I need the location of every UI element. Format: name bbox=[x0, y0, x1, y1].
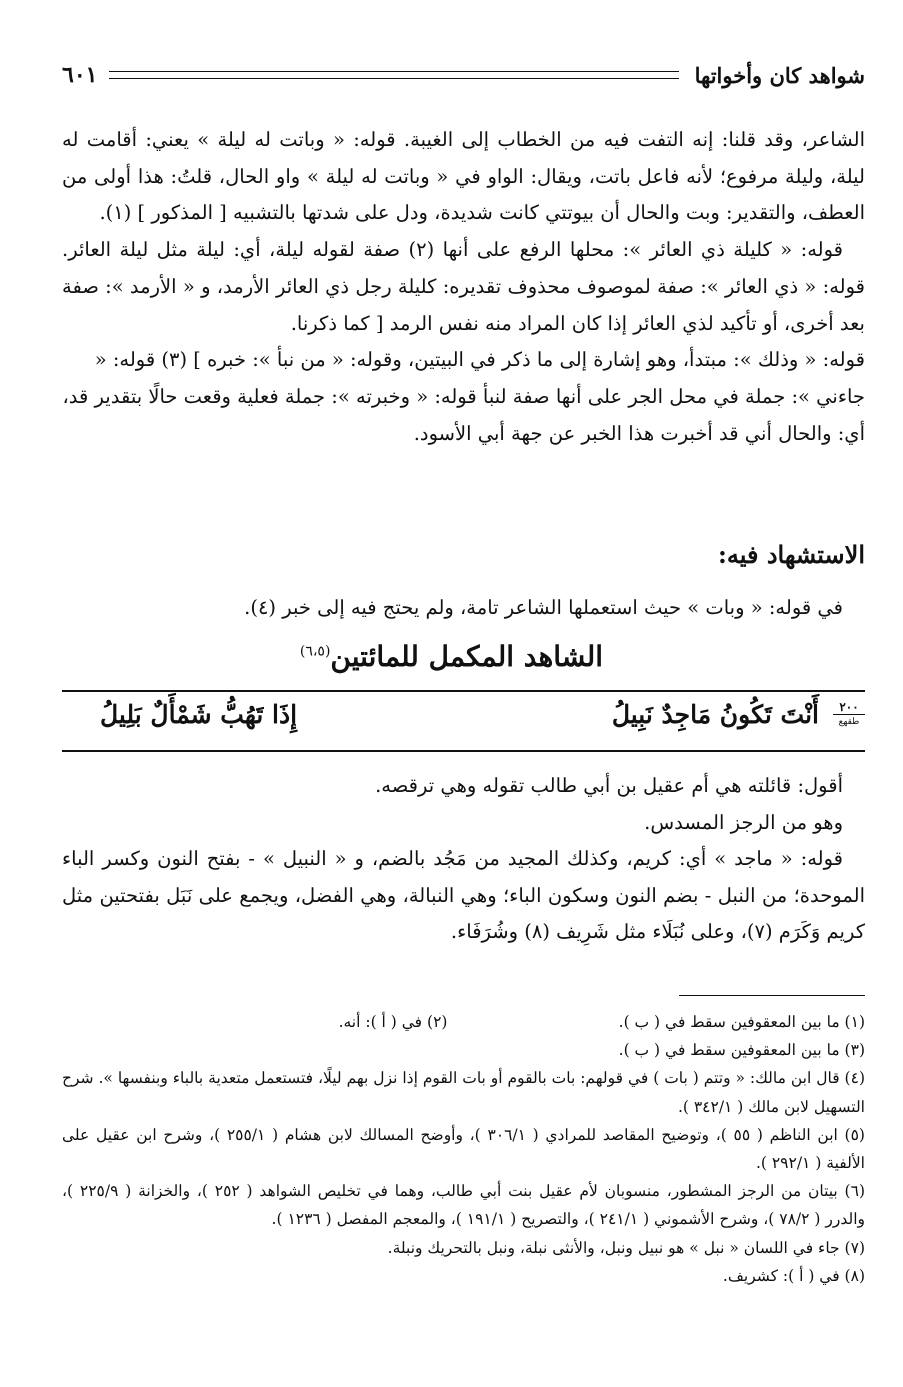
footnote-7: (٧) جاء في اللسان « نبل » هو نبيل ونبل، والأنثى نبلة، ونبل بالتحريك ونبلة. bbox=[387, 1238, 865, 1257]
footnotes bbox=[62, 1008, 865, 1290]
verse-number-value: ٢٠٠ bbox=[833, 700, 865, 715]
paragraph: وهو من الرجز المسدس. bbox=[644, 810, 843, 834]
first-hemistich: أَنْتَ تَكُونُ مَاجِدٌ نَبِيلُ bbox=[611, 700, 819, 729]
verse-box bbox=[62, 690, 865, 752]
paragraph: الشاعر، وقد قلنا: إنه التفت فيه من الخطاب إلى الغيبة. قوله: « وباتت له ليلة » يعني: أقامت له ليلة، وليلة مرفوع؛ لأنه فاعل باتت، ويقال: الواو في « وباتت له ليلة » واو الحال، قلتُ: هذا أولى من العطف، والتقدير: وبت والحال أن بيوتتي كانت شديدة، ودل على شدتها بالتشبيه [ المذكور ] (١). bbox=[62, 128, 865, 225]
second-hemistich: إِذَا تَهُبُّ شَمْأَلٌ بَلِيلُ bbox=[100, 700, 298, 729]
chapter-title: شواهد كان وأخواتها bbox=[694, 62, 865, 88]
verse-tag: طقهع bbox=[838, 717, 860, 727]
page-number: ٦٠١ bbox=[62, 62, 98, 88]
paragraph: قوله: « ماجد » أي: كريم، وكذلك المجيد من مَجُد بالضم، و « النبيل » - بفتح النون وكسر الباء الموحدة؛ من النبل - بضم النون وسكون الباء؛ وهي النبالة، وهي الفضل، ويجمع على نَبَل بفتحتين مثل كريم وَكَرَم (٧)، وعلى نُبَلَاء مثل شَرِيف (٨) وشُرَفَاء. bbox=[62, 847, 865, 944]
commentary-text bbox=[62, 768, 865, 951]
footnote-4: (٤) قال ابن مالك: « وتتم ( بات ) في قولهم: بات بالقوم أو بات القوم إذا نزل بهم ليلًا، فتستعمل متعدية بالباء وبنفسها ». شرح التسهيل لابن مالك ( ٣٤٢/١ ). bbox=[62, 1069, 865, 1116]
footnote-separator bbox=[679, 995, 865, 996]
footnote-5: (٥) ابن الناظم ( ٥٥ )، وتوضيح المقاصد للمرادي ( ٣٠٦/١ )، وأوضح المسالك لابن هشام ( ٢٥٥/١ )، وشرح ابن عقيل على الألفية ( ٢٩٢/١ ). bbox=[62, 1125, 865, 1173]
footnote-3: (٣) ما بين المعقوفين سقط في ( ب ). bbox=[618, 1041, 865, 1060]
footnote-2: (٢) في ( أ ): أنه. bbox=[338, 1013, 448, 1031]
section-heading: الاستشهاد فيه: bbox=[718, 540, 865, 569]
verse-number bbox=[833, 700, 865, 729]
footnote-8: (٨) في ( أ ): كشريف. bbox=[722, 1266, 865, 1285]
paragraph: قوله: « كليلة ذي العائر »: محلها الرفع على أنها (٢) صفة لقوله ليلة، أي: ليلة مثل ليلة العائر. قوله: « ذي العائر »: صفة لموصوف محذوف تقديره: كليلة رجل ذي العائر الأرمد، و « الأرمد »: صفة بعد أخرى، أو تأكيد لذي العائر إذا كان المراد منه نفس الرمد [ كما ذكرنا. bbox=[62, 238, 865, 335]
paragraph: أقول: قائلته هي أم عقيل بن أبي طالب تقوله وهي ترقصه. bbox=[375, 774, 843, 797]
main-text bbox=[62, 122, 865, 452]
footnote-1: (١) ما بين المعقوفين سقط في ( ب ). bbox=[618, 1013, 865, 1031]
witness-footnote-ref: (٦،٥) bbox=[299, 643, 331, 660]
paragraph: قوله: « وذلك »: مبتدأ، وهو إشارة إلى ما ذكر في البيتين، وقوله: « من نبأ »: خبره ] (٣) قوله: « جاءني »: جملة في محل الجر على أنها صفة لنبأ قوله: « وخبرته »: جملة فعلية وقعت حالًا بتقدير قد، أي: والحال أني قد أخبرت هذا الخبر عن جهة أبي الأسود. bbox=[62, 348, 865, 445]
header-rule bbox=[109, 71, 678, 79]
footnote-6: (٦) بيتان من الرجز المشطور، منسوبان لأم عقيل بنت أبي طالب، وهما في تخليص الشواهد ( ٢٥٢ )، والخزانة ( ٢٢٥/٩ )، والدرر ( ٧٨/٢ )، وشرح الأشموني ( ٢٤١/١ )، والتصريح ( ١٩١/١ )، والمعجم المفصل ( ١٢٣٦ ). bbox=[62, 1182, 865, 1229]
evidence-text: في قوله: « وبات » حيث استعملها الشاعر تامة، ولم يحتج فيه إلى خبر (٤). bbox=[244, 596, 843, 619]
footnote-row bbox=[62, 1008, 865, 1036]
running-header bbox=[62, 58, 865, 92]
witness-title: الشاهد المكمل للمائتين bbox=[330, 640, 604, 673]
witness-heading bbox=[0, 640, 903, 673]
